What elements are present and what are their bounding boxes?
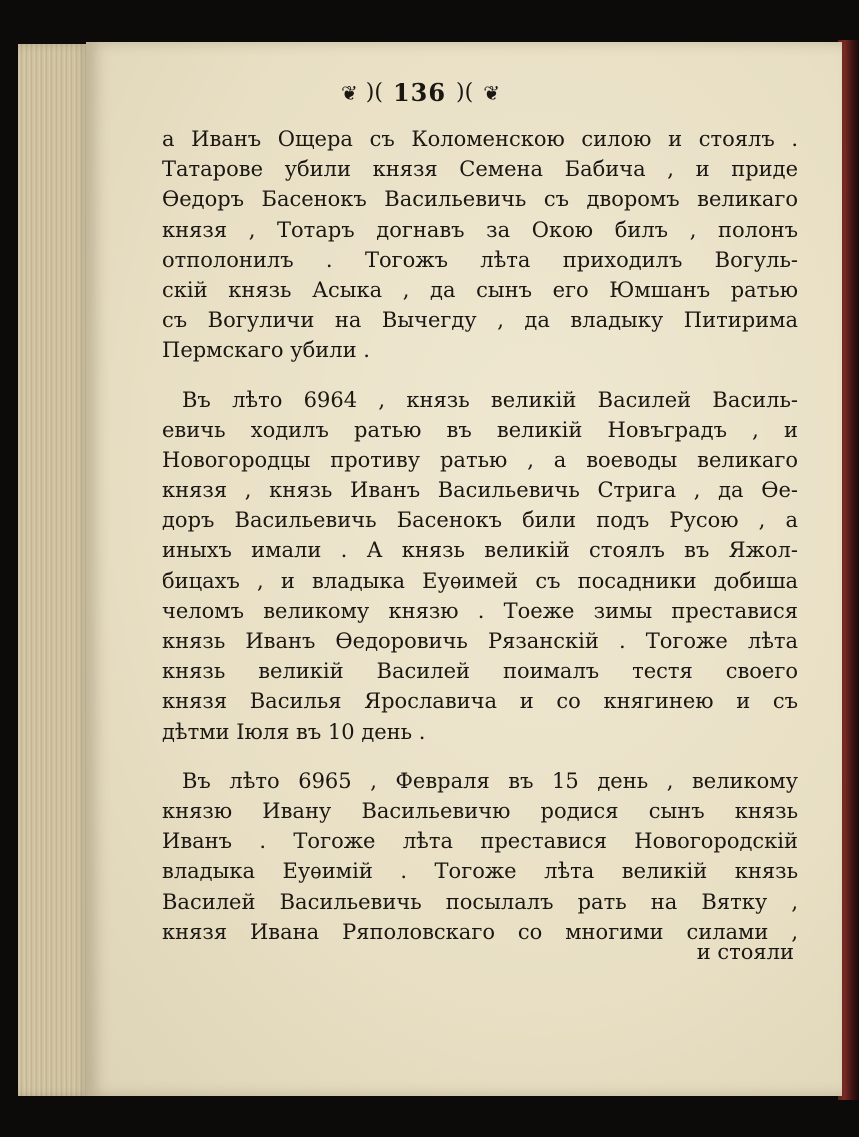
right-ornament-icon: ❦ <box>483 80 498 105</box>
text-line: Татарове убили князя Семена Бабича , и приде <box>162 157 798 182</box>
text-line: Пермскаго убили . <box>162 338 370 363</box>
paragraph-3 <box>162 766 798 947</box>
text-line: Въ лѣто 6964 , князь великій Василей Василь- <box>182 387 798 412</box>
page-header <box>0 78 849 107</box>
left-paren: )( <box>365 80 383 105</box>
page-number: 136 <box>392 78 447 107</box>
body-text <box>162 124 798 947</box>
text-line: князь великій Василей поималъ тестя своего <box>162 659 798 684</box>
text-line: бицахъ , и владыка Еуѳимей съ посадники добиша <box>162 568 798 593</box>
text-line: скій князь Асыка , да сынъ его Юмшанъ ратью <box>162 277 798 302</box>
text-line: съ Вогуличи на Вычегду , да владыку Питирима <box>162 308 798 333</box>
text-line: Ѳедоръ Басенокъ Васильевичь съ дворомъ великаго <box>162 187 798 212</box>
text-line: Въ лѣто 6965 , Февраля въ 15 день , великому <box>182 768 798 793</box>
text-line: князя Ивана Ряполовскаго со многими силами , <box>162 919 798 944</box>
text-line: князь Иванъ Ѳедоровичь Рязанскій . Тогоже лѣта <box>162 629 798 653</box>
text-line: дѣтми Іюля въ 10 день . <box>162 719 426 744</box>
text-line: Василей Васильевичь посылалъ рать на Вятку , <box>162 889 798 914</box>
page-edges <box>18 44 90 1096</box>
catchword: и стояли <box>696 940 794 964</box>
text-line: челомъ великому князю . Тоеже зимы преставися <box>162 598 798 623</box>
paragraph-2 <box>162 385 798 747</box>
left-ornament-icon: ❦ <box>341 80 356 105</box>
paragraph-1 <box>162 124 798 366</box>
text-line: Новогородцы противу ратью , а воеводы великаго <box>162 447 798 472</box>
text-line: доръ Васильевичь Басенокъ били подъ Русою , а <box>162 508 798 533</box>
text-line: Иванъ . Тогоже лѣта преставися Новогородскій <box>162 829 798 854</box>
text-line: князя , князь Иванъ Васильевичь Стрига , да Ѳе- <box>162 478 798 503</box>
text-line: князю Ивану Васильевичю родися сынъ князь <box>162 798 798 823</box>
text-line: отполонилъ . Тогожъ лѣта приходилъ Вогуль- <box>162 247 798 272</box>
right-paren: )( <box>456 80 474 105</box>
text-line: князя , Тотаръ догнавъ за Окою билъ , полонъ <box>162 217 798 242</box>
text-line: князя Василья Ярославича и со княгинею и съ <box>162 689 798 714</box>
text-line: иныхъ имали . А князь великій стоялъ въ Яжол- <box>162 538 798 563</box>
text-line: евичь ходилъ ратью въ великій Новъградъ , и <box>162 417 798 442</box>
text-line: а Иванъ Ощера съ Коломенскою силою и стоялъ . <box>162 127 798 151</box>
text-line: владыка Еуѳимій . Тогоже лѣта великій князь <box>162 859 798 884</box>
